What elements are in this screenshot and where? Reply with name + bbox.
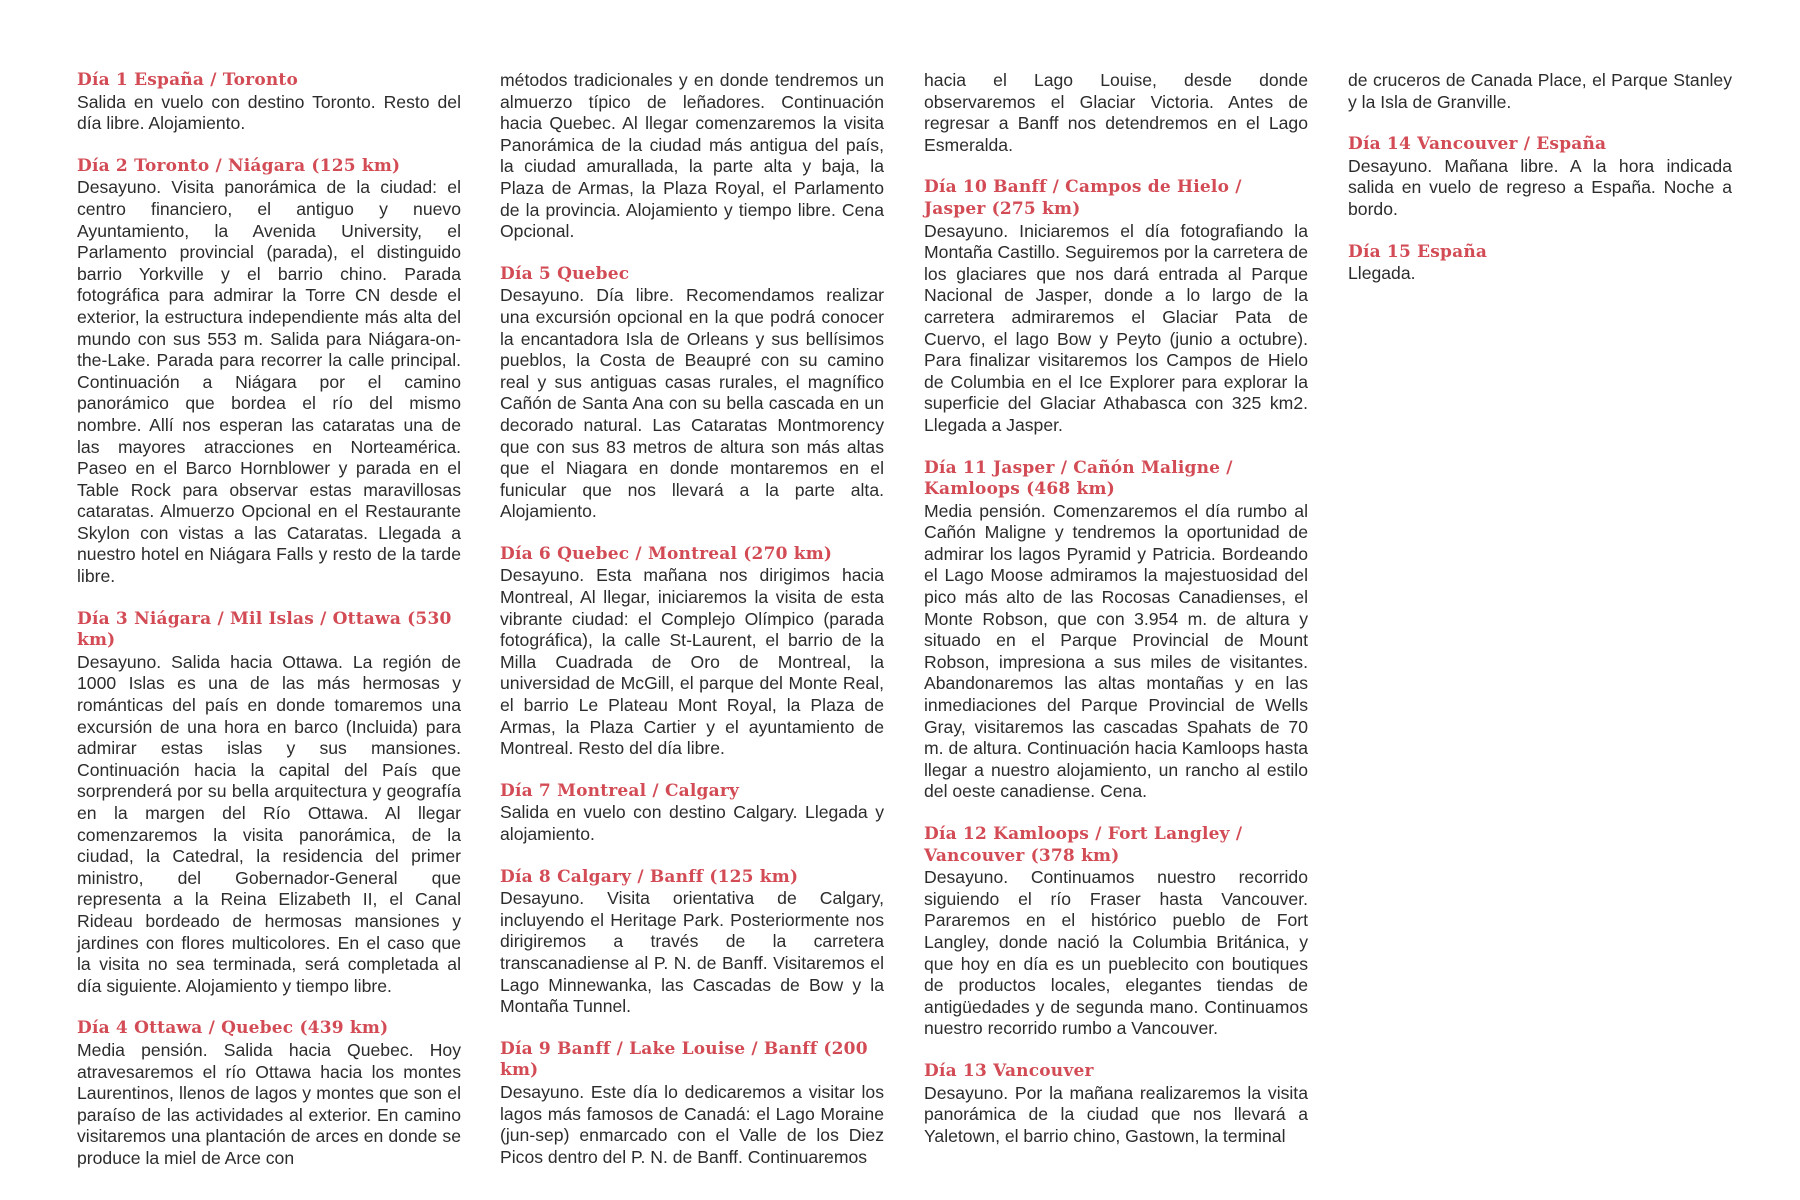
day-description: Desayuno. Salida hacia Ottawa. La región de 1000 Islas es una de las más hermosas y románticas del país en donde tomaremos una excursión de una hora en barco (Incluida) para admirar estas islas y sus mansiones. Continuación hacia la capital del País que sorprenderá por su bella arquitectura y geografía en la margen del Río Ottawa. Al llegar comenzaremos la visita panorámica, de la ciudad, la Catedral, la residencia del primer ministro, del Gobernador-General que representa a la Reina Elizabeth II, el Canal Rideau bordeado de hermosas mansiones y jardines con flores multicolores. En el caso que la visita no sea terminada, será completada al día siguiente. Alojamiento y tiempo libre. bbox=[77, 651, 461, 996]
column-3 bbox=[924, 70, 1308, 1168]
day-section bbox=[77, 609, 461, 998]
day-title: Día 14 Vancouver / España bbox=[1348, 134, 1607, 155]
day-description: Media pensión. Salida hacia Quebec. Hoy atravesaremos el río Ottawa hacia los montes Laurentinos, llenos de lagos y montes que son el paraíso de las actividades al exterior. En camino visitaremos una plantación de arces en donde se produce la miel de Arce con bbox=[77, 1039, 461, 1168]
day-section bbox=[1348, 134, 1732, 220]
day-title: Día 8 Calgary / Banff (125 km) bbox=[500, 866, 799, 887]
day-description: Llegada. bbox=[1348, 263, 1416, 284]
day-description: hacia el Lago Louise, desde donde observaremos el Glaciar Victoria. Antes de regresar a Banff nos detendremos en el Lago Esmeralda. bbox=[924, 70, 1308, 155]
column-1 bbox=[77, 70, 461, 1191]
day-title: Día 15 España bbox=[1348, 241, 1488, 262]
day-description: Desayuno. Este día lo dedicaremos a visitar los lagos más famosos de Canadá: el Lago Moraine (jun-sep) enmarcado con el Valle de los Diez Picos dentro del P. N. de Banff. Continuaremos bbox=[500, 1081, 884, 1167]
day-description: Salida en vuelo con destino Toronto. Resto del día libre. Alojamiento. bbox=[77, 91, 461, 134]
day-section bbox=[500, 781, 884, 846]
day-section-continued bbox=[924, 70, 1308, 156]
column-2 bbox=[500, 70, 884, 1189]
day-title: Día 7 Montreal / Calgary bbox=[500, 780, 740, 801]
day-section bbox=[77, 1018, 461, 1169]
day-description: Desayuno. Iniciaremos el día fotografiando la Montaña Castillo. Seguiremos por la carretera de los glaciares que nos dará entrada al Parque Nacional de Jasper, donde a lo largo de la carretera admiraremos el Glaciar Pata de Cuervo, el lago Bow y Peyto (junio a octubre). Para finalizar visitaremos los Campos de Hielo de Columbia en el Ice Explorer para explorar la superficie del Glaciar Athabasca con 325 km2. Llegada a Jasper. bbox=[924, 220, 1308, 435]
day-title: Día 11 Jasper / Cañón Maligne / Kamloops (468 km) bbox=[924, 457, 1233, 500]
day-section-continued bbox=[1348, 70, 1732, 113]
day-section bbox=[924, 177, 1308, 436]
day-description: Desayuno. Visita panorámica de la ciudad: el centro financiero, el antiguo y nuevo Ayuntamiento, la Avenida University, el Parlamento provincial (parada), el distinguido barrio Yorkville y el barrio chino. Parada fotográfica para admirar la Torre CN desde el exterior, la estructura independiente más alta del mundo con sus 553 m. Salida para Niágara-on-the-Lake. Parada para recorrer la calle principal. Continuación a Niágara por el camino panorámico que bordea el río del mismo nombre. Allí nos esperan las cataratas una de las mayores atracciones en Norteamérica. Paseo en el Barco Hornblower y parada en el Table Rock para observar estas maravillosas cataratas. Almuerzo Opcional en el Restaurante Skylon con vistas a las Cataratas. Llegada a nuestro hotel en Niágara Falls y resto de la tarde libre. bbox=[77, 177, 461, 587]
day-title: Día 1 España / Toronto bbox=[77, 70, 299, 90]
day-title: Día 2 Toronto / Niágara (125 km) bbox=[77, 155, 401, 176]
day-section bbox=[77, 156, 461, 588]
day-section bbox=[500, 867, 884, 1018]
day-description: Desayuno. Continuamos nuestro recorrido siguiendo el río Fraser hasta Vancouver. Pararemos en el histórico pueblo de Fort Langley, donde nació la Columbia Británica, y que hoy en día es un pueblecito con boutiques de productos locales, elegantes tiendas de antigüedades y de segunda mano. Continuamos nuestro recorrido rumbo a Vancouver. bbox=[924, 867, 1308, 1039]
day-section bbox=[924, 824, 1308, 1040]
day-description: Salida en vuelo con destino Calgary. Llegada y alojamiento. bbox=[500, 802, 884, 844]
day-description: métodos tradicionales y en donde tendremos un almuerzo típico de leñadores. Continuación hacia Quebec. Al llegar comenzaremos la visita Panorámica de la ciudad más antigua del país, la ciudad amurallada, la parte alta y baja, la Plaza de Armas, la Plaza Royal, el Parlamento de la provincia. Alojamiento y tiempo libre. Cena Opcional. bbox=[500, 70, 884, 242]
day-title: Día 3 Niágara / Mil Islas / Ottawa (530 km) bbox=[77, 608, 452, 651]
day-section bbox=[924, 1061, 1308, 1147]
day-section bbox=[924, 458, 1308, 804]
day-section bbox=[1348, 242, 1732, 285]
day-description: Desayuno. Por la mañana realizaremos la visita panorámica de la ciudad que nos llevará a Yaletown, el barrio chino, Gastown, la terminal bbox=[924, 1082, 1308, 1146]
day-section bbox=[500, 264, 884, 523]
day-section bbox=[77, 70, 461, 135]
day-title: Día 6 Quebec / Montreal (270 km) bbox=[500, 543, 833, 564]
day-description: de cruceros de Canada Place, el Parque Stanley y la Isla de Granville. bbox=[1348, 70, 1732, 112]
day-description: Desayuno. Mañana libre. A la hora indicada salida en vuelo de regreso a España. Noche a bordo. bbox=[1348, 155, 1732, 219]
day-title: Día 4 Ottawa / Quebec (439 km) bbox=[77, 1018, 389, 1039]
day-section-continued bbox=[500, 70, 884, 243]
day-description: Desayuno. Visita orientativa de Calgary, incluyendo el Heritage Park. Posteriormente nos dirigiremos a través de la carretera transcanadiense al P. N. de Banff. Visitaremos el Lago Minnewanka, las Cascadas de Bow y la Montaña Tunnel. bbox=[500, 888, 884, 1017]
day-title: Día 10 Banff / Campos de Hielo / Jasper (275 km) bbox=[924, 177, 1242, 219]
day-description: Desayuno. Día libre. Recomendamos realizar una excursión opcional en la que podrá conocer la encantadora Isla de Orleans y sus bellísimos pueblos, la Costa de Beaupré con su camino real y sus antiguas casas rurales, el magnífico Cañón de Santa Ana con su bella cascada en un decorado natural. Las Cataratas Montmorency que con sus 83 metros de altura son más altas que el Niagara en donde montaremos en el funicular que nos llevará a la parte alta. Alojamiento. bbox=[500, 285, 884, 522]
day-title: Día 12 Kamloops / Fort Langley / Vancouver (378 km) bbox=[924, 824, 1243, 866]
day-title: Día 9 Banff / Lake Louise / Banff (200 km) bbox=[500, 1038, 868, 1081]
column-4 bbox=[1348, 70, 1732, 306]
day-title: Día 5 Quebec bbox=[500, 263, 630, 284]
day-section bbox=[500, 1039, 884, 1169]
day-description: Desayuno. Esta mañana nos dirigimos hacia Montreal, Al llegar, iniciaremos la visita de esta vibrante ciudad: el Complejo Olímpico (parada fotográfica), la calle St-Laurent, el barrio de la Milla Cuadrada de Oro de Montreal, la universidad de McGill, el parque del Monte Real, el barrio Le Plateau Mont Royal, la Plaza de Armas, la Plaza Cartier y el ayuntamiento de Montreal. Resto del día libre. bbox=[500, 565, 884, 759]
day-description: Media pensión. Comenzaremos el día rumbo al Cañón Maligne y tendremos la oportunidad de admirar los lagos Pyramid y Patricia. Bordeando el Lago Moose admiramos la majestuosidad del pico más alto de las Rocosas Canadienses, el Monte Robson, que con 3.954 m. de altura y situado en el Parque Provincial de Mount Robson, impresiona a sus miles de visitantes. Abandonaremos las altas montañas y en las inmediaciones del Parque Provincial de Wells Gray, visitaremos las cascadas Spahats de 70 m. de altura. Continuación hacia Kamloops hasta llegar a nuestro alojamiento, un rancho al estilo del oeste canadiense. Cena. bbox=[924, 500, 1308, 802]
day-section bbox=[500, 544, 884, 760]
day-title: Día 13 Vancouver bbox=[924, 1060, 1094, 1081]
